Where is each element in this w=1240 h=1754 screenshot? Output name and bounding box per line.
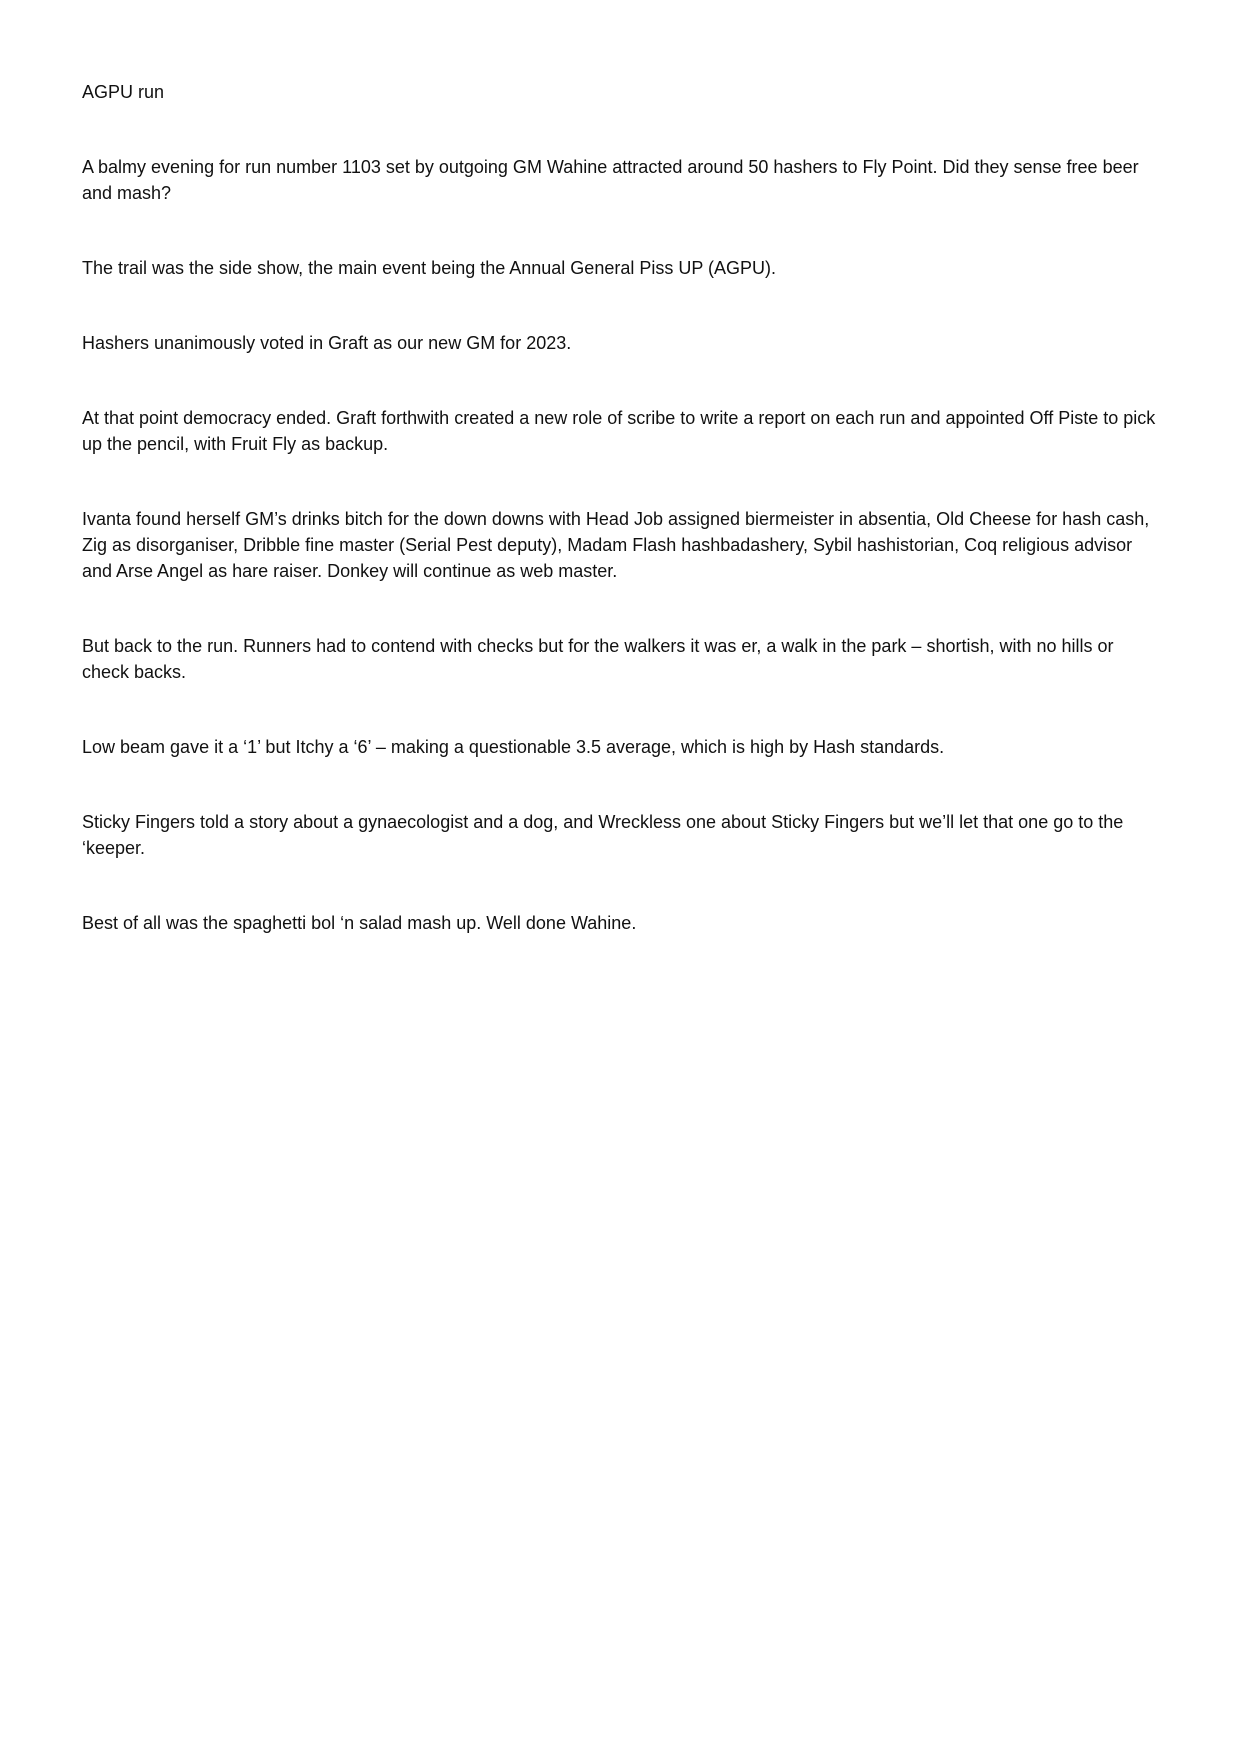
paragraph-scribe-role: At that point democracy ended. Graft forthwith created a new role of scribe to write a report on each run and appointed Off Piste to pick up the pencil, with Fruit Fly as backup. [82, 408, 1156, 454]
paragraph-new-gm: Hashers unanimously voted in Graft as our new GM for 2023. [82, 333, 572, 353]
paragraph-run-intro: A balmy evening for run number 1103 set by outgoing GM Wahine attracted around 50 hashers to Fly Point. Did they sense free beer and mash? [82, 157, 1139, 203]
paragraph-run-rating: Low beam gave it a ‘1’ but Itchy a ‘6’ – making a questionable 3.5 average, which is high by Hash standards. [82, 737, 945, 757]
document-title: AGPU run [82, 82, 165, 102]
paragraph-main-event: The trail was the side show, the main event being the Annual General Piss UP (AGPU). [82, 258, 777, 278]
paragraph-stories: Sticky Fingers told a story about a gynaecologist and a dog, and Wreckless one about Sticky Fingers but we’ll let that one go to the ‘keeper. [82, 812, 1124, 858]
paragraph-closing: Best of all was the spaghetti bol ‘n salad mash up. Well done Wahine. [82, 913, 637, 933]
paragraph-run-description: But back to the run. Runners had to contend with checks but for the walkers it was er, a walk in the park – shortish, with no hills or check backs. [82, 636, 1114, 682]
paragraph-committee-roles: Ivanta found herself GM’s drinks bitch for the down downs with Head Job assigned biermeister in absentia, Old Cheese for hash cash, Zig as disorganiser, Dribble fine master (Serial Pest deputy), Madam Flash hashbadashery, Sybil hashistorian, Coq religious advisor and Arse Angel as hare raiser. Donkey will continue as web master. [82, 509, 1150, 581]
